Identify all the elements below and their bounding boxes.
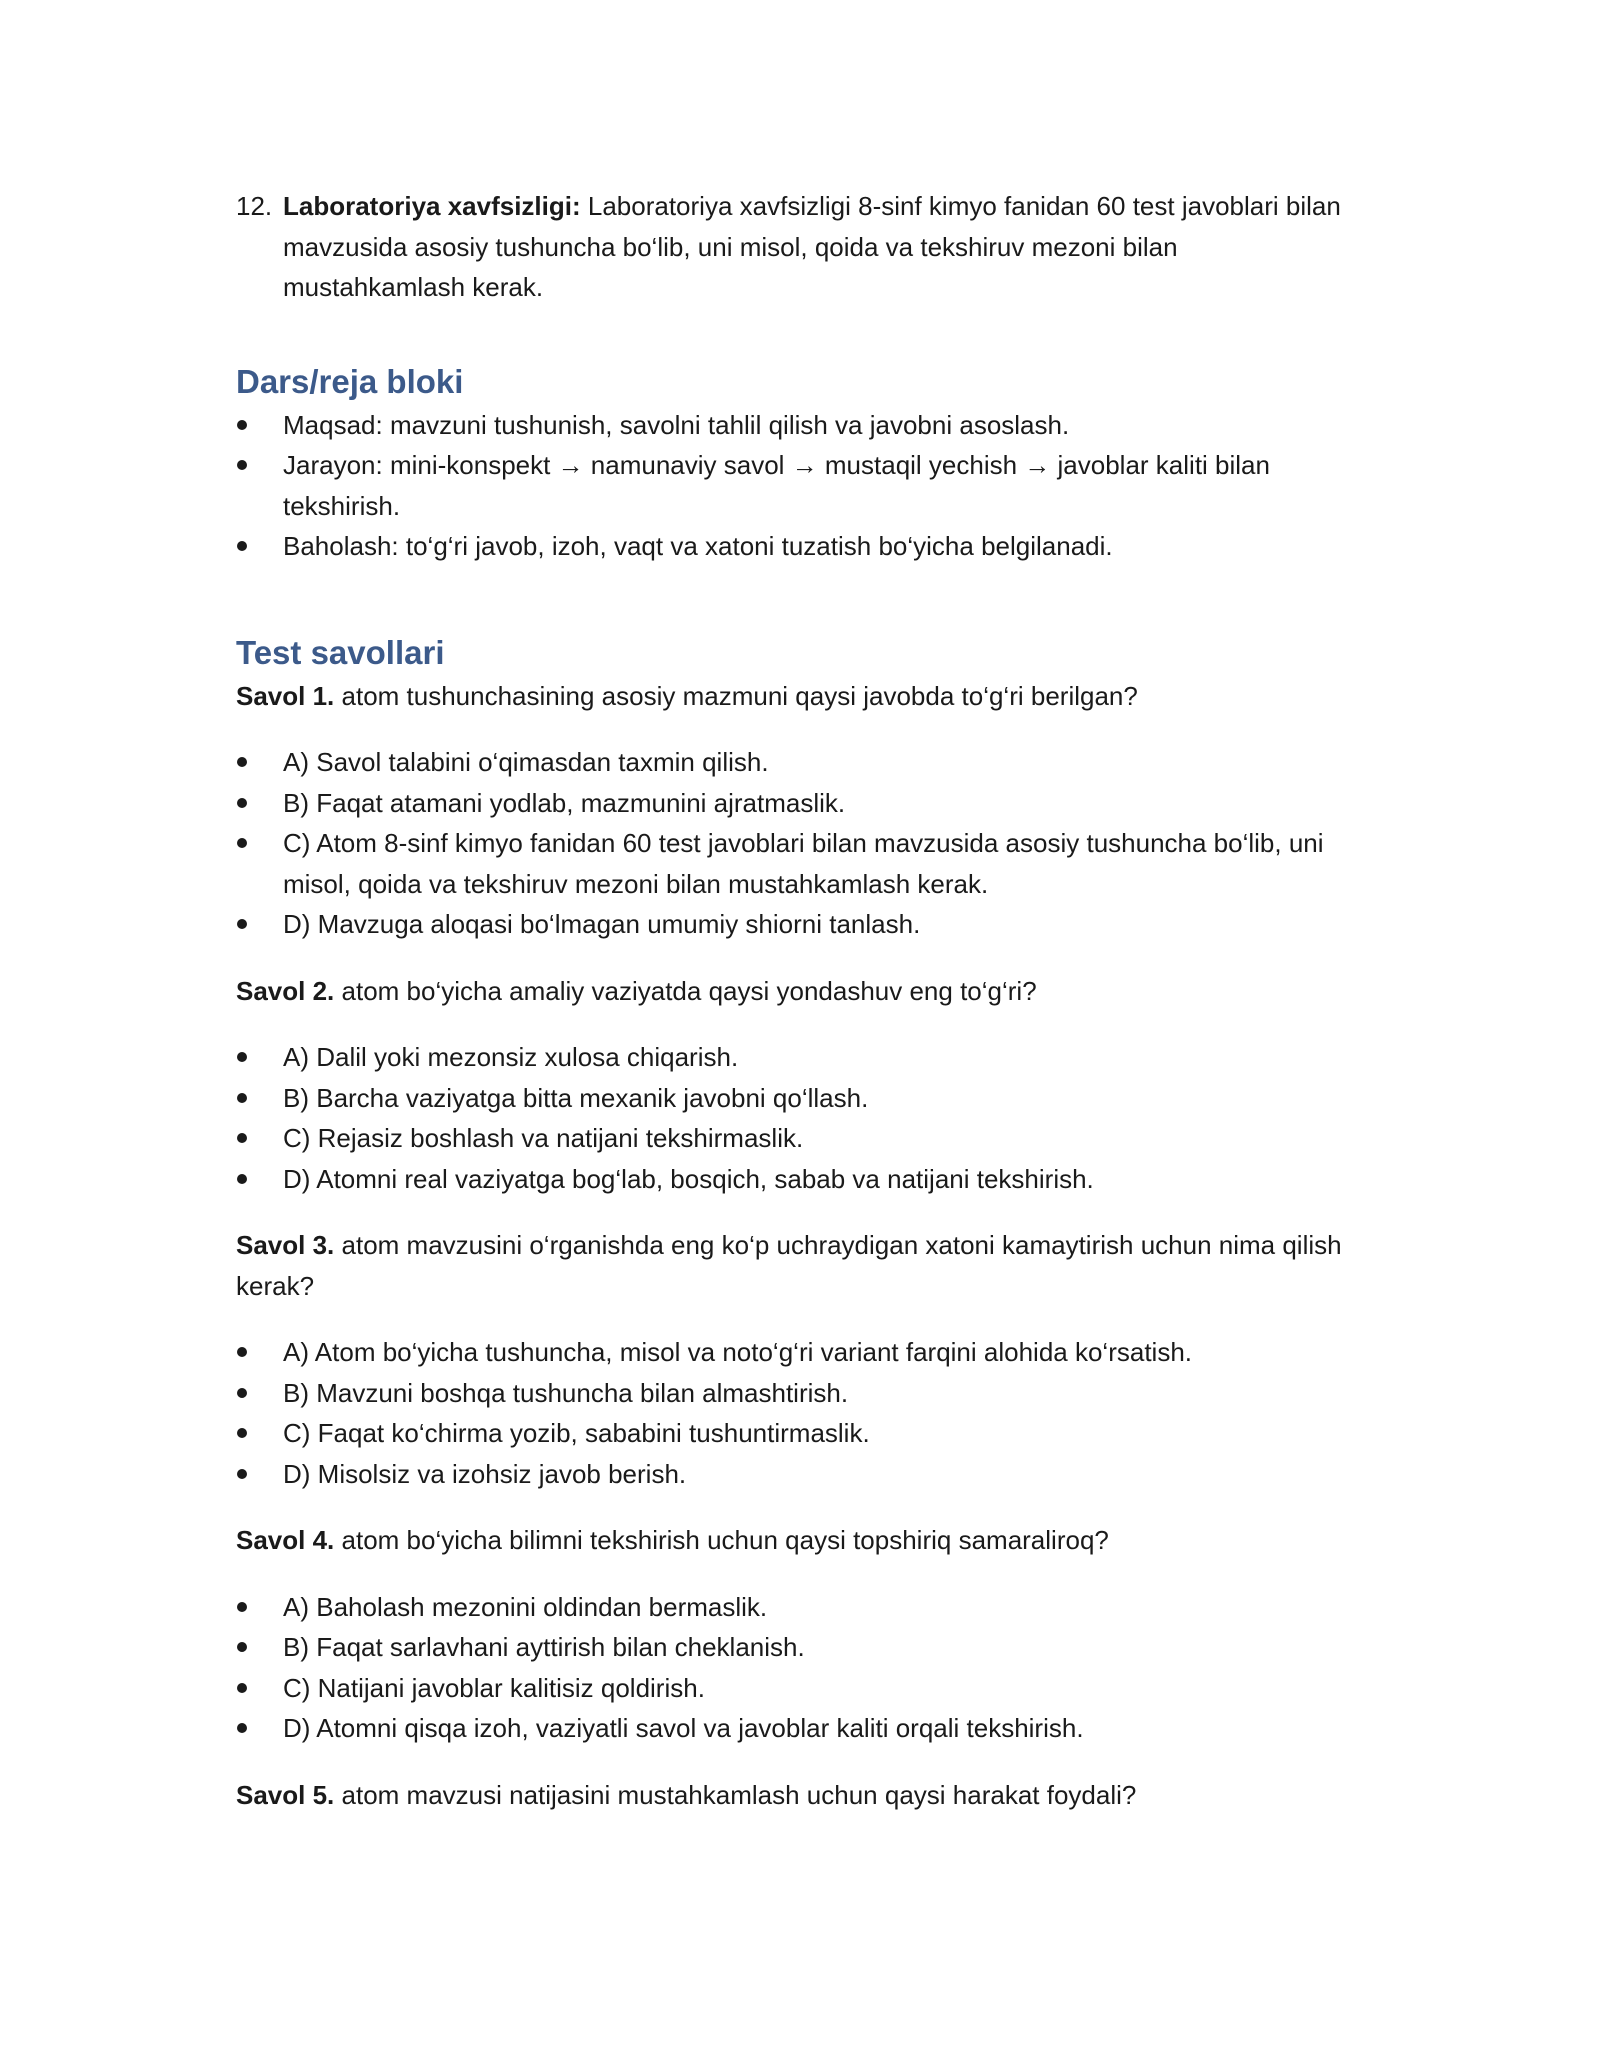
bullet-icon <box>236 904 283 945</box>
option-item: B) Faqat sarlavhani ayttirish bilan cheklanish. <box>236 1627 1366 1668</box>
question-label: Savol 2. <box>236 975 335 1006</box>
question-5 <box>236 1775 1366 1816</box>
option-item: C) Natijani javoblar kalitisiz qoldirish. <box>236 1668 1366 1709</box>
item-text: Laboratoriya xavfsizligi 8-sinf kimyo fanidan 60 test javoblari bilan mavzusida asosiy tushuncha bo‘lib, uni misol, qoida va tekshiruv mezoni bilan mustahkamlash kerak. <box>283 191 1341 302</box>
question-label: Savol 3. <box>236 1230 335 1260</box>
bullet-icon <box>236 1118 283 1159</box>
item-title: Laboratoriya xavfsizligi: <box>283 191 581 221</box>
bullet-icon <box>236 1708 283 1749</box>
question-label: Savol 4. <box>236 1525 335 1555</box>
question-label: Savol 1. <box>236 680 335 711</box>
bullet-icon <box>236 1159 283 1200</box>
bullet-icon <box>236 1587 283 1628</box>
bullet-icon <box>236 1413 283 1454</box>
options-list-3 <box>236 1332 1366 1494</box>
bullet-icon <box>236 823 283 904</box>
bullet-icon <box>236 445 283 526</box>
option-item: D) Atomni qisqa izoh, vaziyatli savol va javoblar kaliti orqali tekshirish. <box>236 1708 1366 1749</box>
question-1 <box>236 676 1366 717</box>
list-item: Maqsad: mavzuni tushunish, savolni tahlil qilish va javobni asoslash. <box>236 405 1366 446</box>
question-text: atom tushunchasining asosiy mazmuni qaysi javobda to‘g‘ri berilgan? <box>334 680 1138 711</box>
question-label: Savol 5. <box>236 1779 335 1810</box>
option-item: B) Faqat atamani yodlab, mazmunini ajratmaslik. <box>236 783 1366 824</box>
question-2 <box>236 971 1366 1012</box>
options-list-2 <box>236 1037 1366 1199</box>
bullet-icon <box>236 783 283 824</box>
question-text: atom bo‘yicha bilimni tekshirish uchun qaysi topshiriq samaraliroq? <box>334 1525 1109 1555</box>
bullet-icon <box>236 1627 283 1668</box>
bullet-icon <box>236 1078 283 1119</box>
item-body <box>283 186 1366 308</box>
option-item: A) Savol talabini o‘qimasdan taxmin qilish. <box>236 742 1366 783</box>
bullet-icon <box>236 405 283 446</box>
list-item: Baholash: to‘g‘ri javob, izoh, vaqt va xatoni tuzatish bo‘yicha belgilanadi. <box>236 526 1366 567</box>
bullet-icon <box>236 1037 283 1078</box>
question-4 <box>236 1520 1366 1561</box>
dars-list <box>236 405 1366 567</box>
question-3 <box>236 1225 1366 1306</box>
question-text: atom mavzusini o‘rganishda eng ko‘p uchraydigan xatoni kamaytirish uchun nima qilish kerak? <box>236 1230 1342 1301</box>
option-item: C) Faqat ko‘chirma yozib, sababini tushuntirmaslik. <box>236 1413 1366 1454</box>
item-number: 12. <box>236 191 273 221</box>
question-text: atom mavzusi natijasini mustahkamlash uchun qaysi harakat foydali? <box>334 1779 1137 1810</box>
option-item: A) Atom bo‘yicha tushuncha, misol va noto‘g‘ri variant farqini alohida ko‘rsatish. <box>236 1332 1366 1373</box>
option-item: D) Misolsiz va izohsiz javob berish. <box>236 1454 1366 1495</box>
list-item: Jarayon: mini-konspekt → namunaviy savol → mustaqil yechish → javoblar kaliti bilan tekshirish. <box>236 445 1366 526</box>
question-text: atom bo‘yicha amaliy vaziyatda qaysi yondashuv eng to‘g‘ri? <box>334 975 1037 1006</box>
bullet-icon <box>236 526 283 567</box>
bullet-icon <box>236 1668 283 1709</box>
option-item: C) Atom 8-sinf kimyo fanidan 60 test javoblari bilan mavzusida asosiy tushuncha bo‘lib, uni misol, qoida va tekshiruv mezoni bilan mustahkamlash kerak. <box>236 823 1366 904</box>
bullet-icon <box>236 1373 283 1414</box>
option-item: A) Baholash mezonini oldindan bermaslik. <box>236 1587 1366 1628</box>
document-content <box>236 186 1366 1815</box>
option-item: B) Mavzuni boshqa tushuncha bilan almashtirish. <box>236 1373 1366 1414</box>
options-list-1 <box>236 742 1366 945</box>
option-item: A) Dalil yoki mezonsiz xulosa chiqarish. <box>236 1037 1366 1078</box>
options-list-4 <box>236 1587 1366 1749</box>
option-item: D) Atomni real vaziyatga bog‘lab, bosqich, sabab va natijani tekshirish. <box>236 1159 1366 1200</box>
bullet-icon <box>236 1454 283 1495</box>
bullet-icon <box>236 742 283 783</box>
section-heading-test: Test savollari <box>236 633 445 671</box>
option-item: D) Mavzuga aloqasi bo‘lmagan umumiy shiorni tanlash. <box>236 904 1366 945</box>
numbered-item-12 <box>236 186 1366 308</box>
bullet-icon <box>236 1332 283 1373</box>
option-item: B) Barcha vaziyatga bitta mexanik javobni qo‘llash. <box>236 1078 1366 1119</box>
section-heading-dars: Dars/reja bloki <box>236 362 464 400</box>
option-item: C) Rejasiz boshlash va natijani tekshirmaslik. <box>236 1118 1366 1159</box>
